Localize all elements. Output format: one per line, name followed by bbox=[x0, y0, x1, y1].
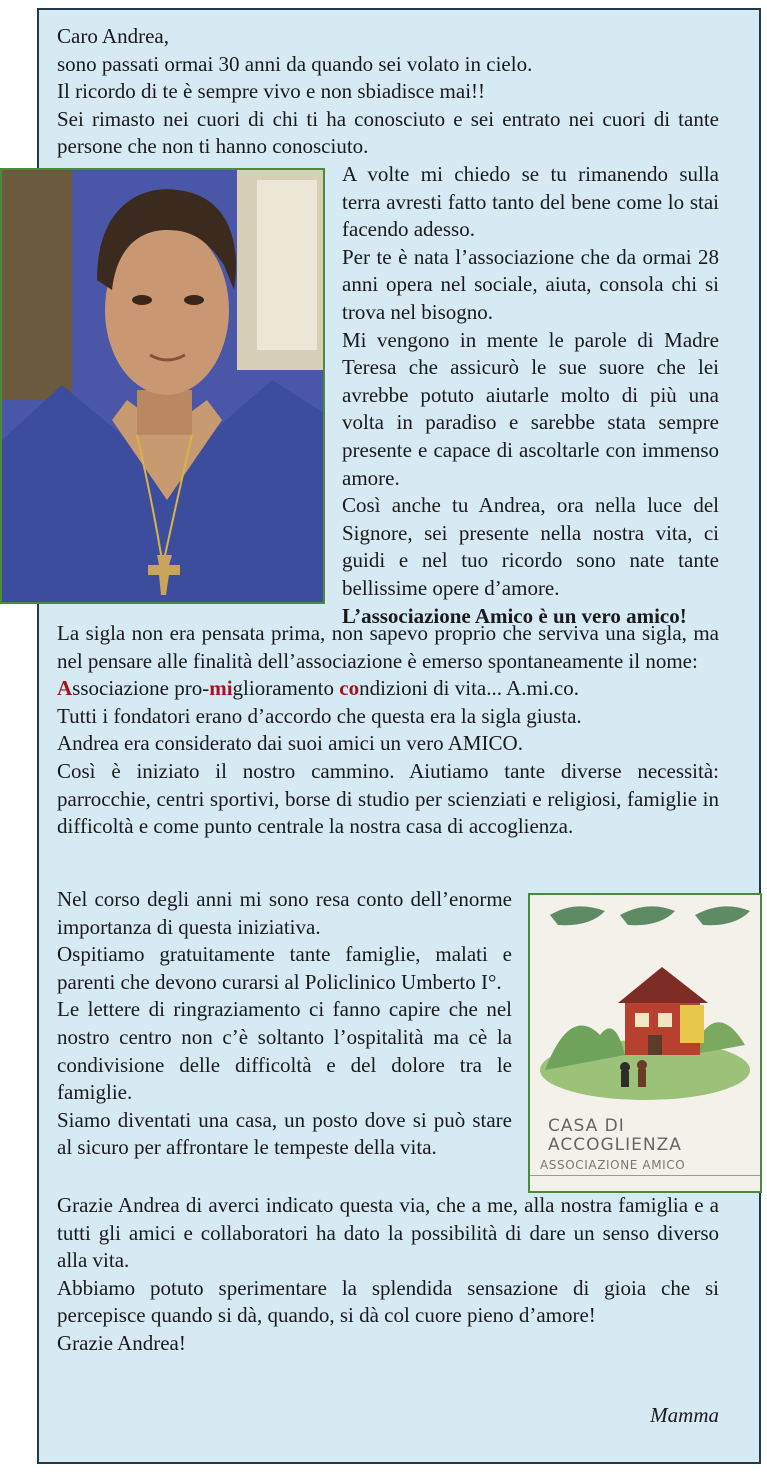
paragraph: Andrea era considerato dai suoi amici un vero AMICO. bbox=[57, 731, 523, 756]
paragraph: Le lettere di ringraziamento ci fanno capire che nel nostro centro non c’è soltanto l’ospitalità ma cè la condivisione delle difficoltà e del dolore tra le famiglie. bbox=[57, 997, 512, 1105]
acronym-text: ssociazione pro- bbox=[72, 676, 210, 701]
letter-intro bbox=[57, 23, 719, 161]
text-beside-photo bbox=[342, 161, 719, 630]
paragraph: Grazie Andrea di averci indicato questa via, che a me, alla nostra famiglia e a tutti gli amici e collaboratori ha dato la possibilità di dare un senso diverso alla vita. bbox=[57, 1193, 719, 1273]
amico-heading: L’associazione Amico è un vero amico! bbox=[342, 603, 687, 628]
acronym-text: ndizioni di vita... A.mi.co. bbox=[359, 676, 580, 701]
card-illustration bbox=[530, 895, 760, 1110]
acronym-letter-a: A bbox=[57, 676, 73, 701]
paragraph: Abbiamo potuto sperimentare la splendida sensazione di gioia che si percepisce quando si dà, quando, si dà col cuore pieno d’amore! bbox=[57, 1275, 719, 1328]
paragraph: Ospitiamo gratuitamente tante famiglie, malati e parenti che devono curarsi al Policlinico Umberto I°. bbox=[57, 942, 512, 994]
paragraph: Così anche tu Andrea, ora nella luce del Signore, sei presente nella nostra vita, ci guidi e nel tuo ricordo sono nate tante bellissime opere d’amore. bbox=[342, 493, 719, 600]
intro-para: sono passati ormai 30 anni da quando sei volato in cielo. bbox=[57, 51, 533, 76]
paragraph: Nel corso degli anni mi sono resa conto dell’enorme importanza di questa iniziativa. bbox=[57, 887, 512, 939]
acronym-letters-mi: mi bbox=[209, 676, 233, 701]
text-beside-card bbox=[57, 886, 512, 1162]
card-title-line: ACCOGLIENZA bbox=[548, 1135, 682, 1155]
card-subtitle: ASSOCIAZIONE AMICO bbox=[540, 1158, 686, 1172]
paragraph: Tutti i fondatori erano d’accordo che questa era la sigla giusta. bbox=[57, 703, 582, 728]
card-title bbox=[548, 1117, 682, 1155]
paragraph: Grazie Andrea! bbox=[57, 1330, 186, 1355]
andrea-portrait-photo bbox=[0, 168, 325, 604]
signature: Mamma bbox=[650, 1403, 719, 1427]
paragraph: A volte mi chiedo se tu rimanendo sulla terra avresti fatto tanto del bene come lo stai facendo adesso. bbox=[342, 162, 719, 242]
salutation: Caro Andrea, bbox=[57, 24, 169, 48]
sigla-paragraph: La sigla non era pensata prima, non sapevo proprio che serviva una sigla, ma nel pensare alle finalità dell’associazione è emerso spontaneamente il nome: bbox=[57, 621, 719, 673]
paragraph: Così è iniziato il nostro cammino. Aiutiamo tante diverse necessità: parrocchie, centri sportivi, borse di studio per scienziati e religiosi, famiglie in difficoltà e come punto centrale la nostra casa di accoglienza. bbox=[57, 758, 719, 839]
card-divider bbox=[530, 1175, 760, 1176]
acronym-text: glioramento bbox=[232, 676, 340, 701]
paragraph: Siamo diventati una casa, un posto dove si può stare al sicuro per affrontare le tempeste della vita. bbox=[57, 1107, 512, 1160]
intro-para: Sei rimasto nei cuori di chi ti ha conosciuto e sei entrato nei cuori di tante persone che non ti hanno conosciuto. bbox=[57, 106, 719, 159]
acronym-letters-co: co bbox=[339, 676, 360, 701]
paragraph: Per te è nata l’associazione che da ormai 28 anni opera nel sociale, aiuta, consola chi si trova nel bisogno. bbox=[342, 244, 719, 324]
casa-accoglienza-card bbox=[528, 893, 762, 1193]
acronym-line bbox=[57, 675, 719, 703]
paragraph: Mi vengono in mente le parole di Madre Teresa che assicurò le sue suore che lei avrebbe potuto aiutarle molto di più una volta in paradiso e sarebbe stata sempre presente e capace di ascoltarle con immenso amore. bbox=[342, 327, 719, 490]
letter-closing bbox=[57, 1192, 719, 1358]
sigla-section bbox=[57, 620, 719, 841]
card-title-line: CASA DI bbox=[548, 1116, 625, 1136]
intro-para: Il ricordo di te è sempre vivo e non sbiadisce mai!! bbox=[57, 79, 486, 104]
